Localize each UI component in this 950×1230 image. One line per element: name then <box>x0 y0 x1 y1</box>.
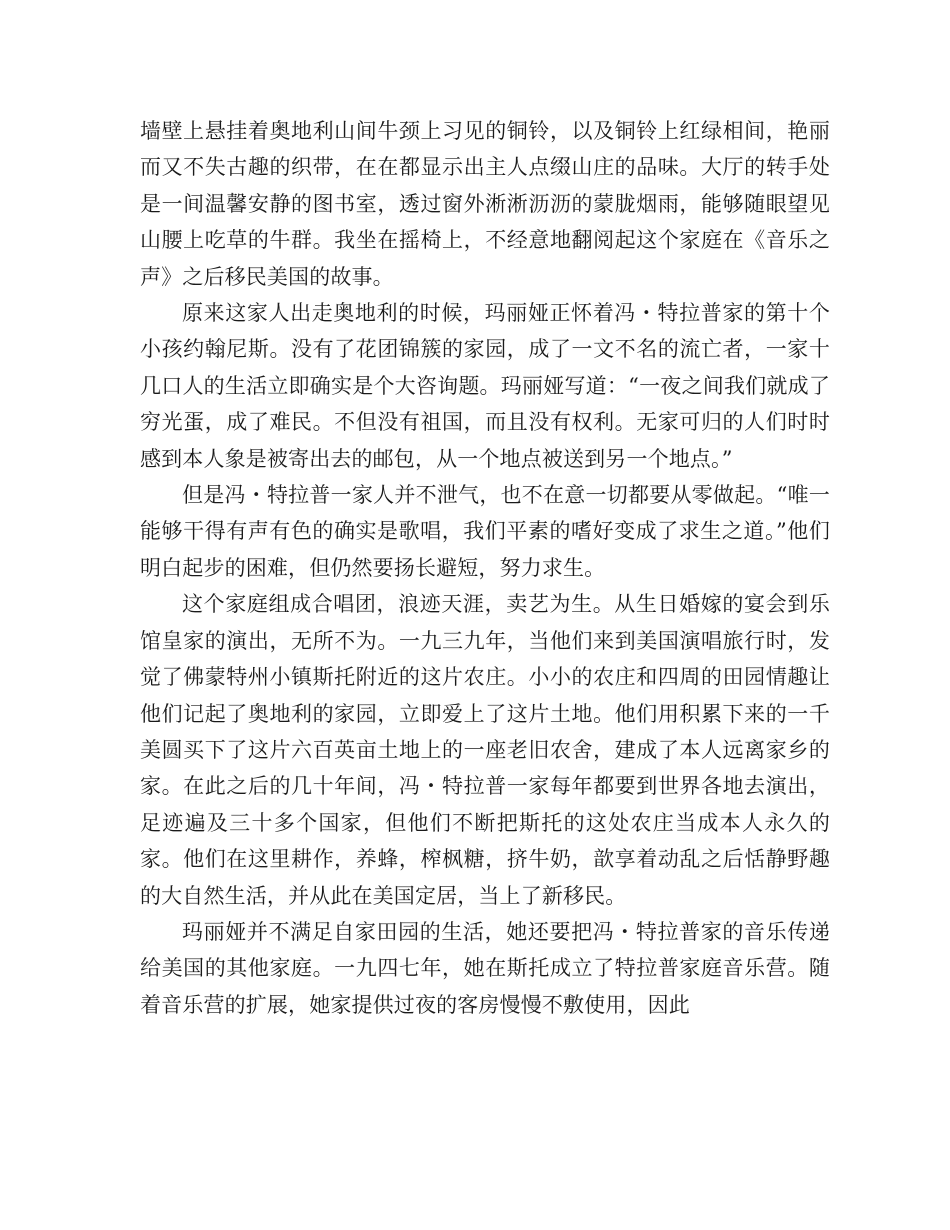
document-page <box>140 113 830 1023</box>
paragraph: 墙壁上悬挂着奥地利山间牛颈上习见的铜铃，以及铜铃上红绿相间，艳丽而又不失古趣的织带，在在都显示出主人点缀山庄的品味。大厅的转手处是一间温馨安静的图书室，透过窗外淅淅沥沥的蒙胧烟雨，能够随眼望见山腰上吃草的牛群。我坐在摇椅上，不经意地翻阅起这个家庭在《音乐之声》之后移民美国的故事。 <box>140 119 830 289</box>
paragraph: 这个家庭组成合唱团，浪迹天涯，卖艺为生。从生日婚嫁的宴会到乐馆皇家的演出，无所不为。一九三九年，当他们来到美国演唱旅行时，发觉了佛蒙特州小镇斯托附近的这片农庄。小小的农庄和四周的田园情趣让他们记起了奥地利的家园，立即爱上了这片土地。他们用积累下来的一千美圆买下了这片六百英亩土地上的一座老旧农舍，建成了本人远离家乡的家。在此之后的几十年间，冯・特拉普一家每年都要到世界各地去演出，足迹遍及三十多个国家，但他们不断把斯托的这处农庄当成本人永久的家。他们在这里耕作，养蜂，榨枫糖，挤牛奶，歆享着动乱之后恬静野趣的大自然生活，并从此在美国定居，当上了新移民。 <box>140 592 830 908</box>
paragraph: 玛丽娅并不满足自家田园的生活，她还要把冯・特拉普家的音乐传递给美国的其他家庭。一九四七年，她在斯托成立了特拉普家庭音乐营。随着音乐营的扩展，她家提供过夜的客房慢慢不敷使用，因此 <box>140 919 830 1017</box>
paragraph: 原来这家人出走奥地利的时候，玛丽娅正怀着冯・特拉普家的第十个小孩约翰尼斯。没有了花团锦簇的家园，成了一文不名的流亡者，一家十几口人的生活立即确实是个大咨询题。玛丽娅写道：“一夜之间我们就成了穷光蛋，成了难民。不但没有祖国，而且没有权利。无家可归的人们时时感到本人象是被寄出去的邮包，从一个地点被送到另一个地点。” <box>140 301 830 471</box>
paragraph: 但是冯・特拉普一家人并不泄气，也不在意一切都要从零做起。“唯一能够干得有声有色的确实是歌唱，我们平素的嗜好变成了求生之道。”他们明白起步的困难，但仍然要扬长避短，努力求生。 <box>140 483 830 580</box>
